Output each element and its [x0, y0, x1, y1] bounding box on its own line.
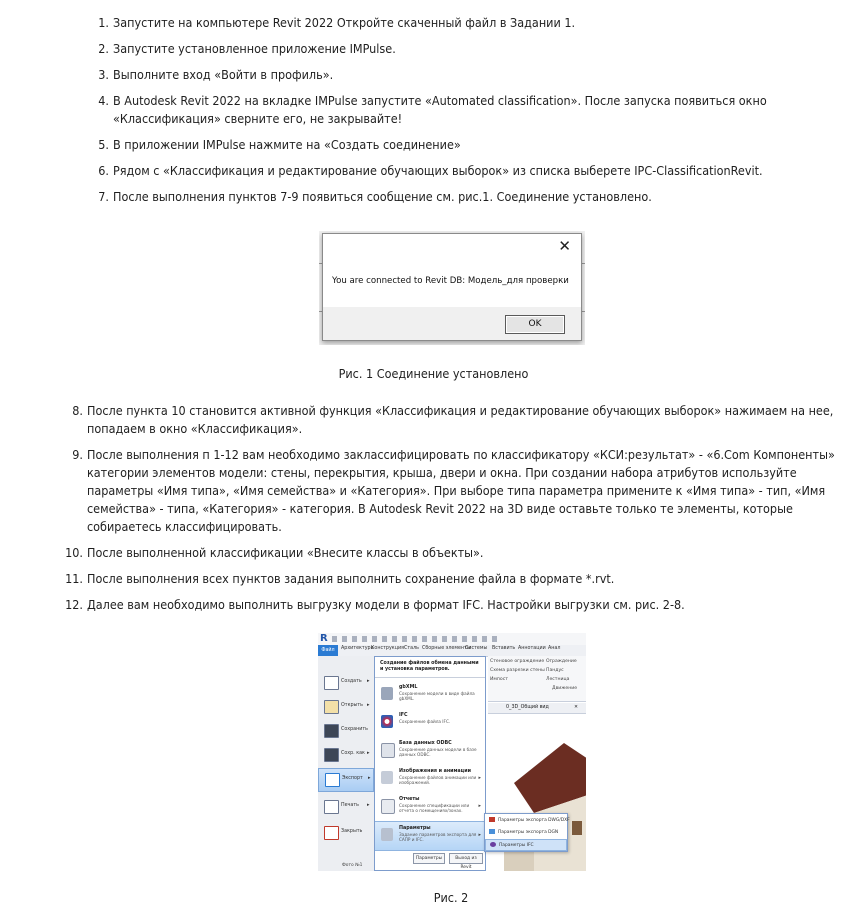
printer-icon [324, 800, 339, 814]
tab-precast[interactable]: Сборные элементы [422, 646, 471, 651]
menu-header: Создание файлов обмена данными и установка параметров. [380, 661, 479, 672]
tool-curtain-wall[interactable]: Стеновое ограждение [490, 659, 545, 664]
ribbon-tools [488, 656, 586, 702]
save-as-icon [324, 748, 339, 762]
tab-annotate[interactable]: Аннотации [518, 646, 546, 651]
option-reports[interactable]: Отчеты Сохранение спецификации или отчета о помещениях/зонах. ▸ [375, 793, 485, 821]
tab-insert[interactable]: Вставить [492, 646, 516, 651]
dgn-icon [489, 829, 495, 834]
view-tab[interactable] [488, 703, 586, 714]
divider [375, 677, 485, 678]
wrench-icon [381, 828, 393, 841]
list-item: 6. Рядом с «Классификация и редактирование обучающих выборок» из списка выберете IPC-ClassificationRevit. [98, 163, 763, 178]
command-open[interactable]: Открыть ▸ [318, 696, 374, 718]
export-icon [325, 773, 340, 787]
gbxml-icon [381, 687, 393, 700]
tab-systems[interactable]: Системы [465, 646, 488, 651]
list-item: 1. Запустите на компьютере Revit 2022 Откройте скаченный файл в Задании 1. [98, 15, 576, 30]
close-file-icon [324, 826, 339, 840]
submenu-dgn[interactable]: Параметры экспорта DGN [485, 827, 567, 839]
list-item: 8. После пункта 10 становится активной функция «Классификация и редактирование обучающих выборок» нажимаем на нее, попадаем в окно «Классификация». [72, 403, 834, 436]
open-folder-icon [324, 700, 339, 714]
list-item: 11. После выполнения всех пунктов задания выполнить сохранение файла в формате *.rvt. [65, 571, 615, 586]
report-icon [381, 799, 395, 814]
option-images-animations[interactable]: Изображения и анимации Сохранение файлов анимации или изображений. ▸ [375, 765, 485, 793]
tool-group-label: Движение [552, 686, 578, 691]
exit-revit-button[interactable]: Выход из Revit [449, 853, 483, 864]
list-item: 3. Выполните вход «Войти в профиль». [98, 67, 334, 82]
connection-dialog [322, 233, 582, 341]
ifc-options-icon [490, 842, 496, 847]
ok-button[interactable]: OK [505, 315, 565, 334]
tool-stair[interactable]: Лестница [546, 677, 570, 682]
tab-structure[interactable]: Конструкция [371, 646, 404, 651]
figure-2-screenshot [318, 633, 586, 871]
options-button[interactable]: Параметры [413, 853, 445, 864]
option-gbxml[interactable]: gbXML Сохранение модели в виде файла gbXML. [375, 681, 485, 709]
option-options[interactable]: Параметры Задание параметров экспорта для САПР и IFC. ▸ [375, 821, 485, 851]
list-item: 7. После выполнения пунктов 7-9 появиться сообщение см. рис.1. Соединение установлено. [98, 189, 652, 204]
tool-railing[interactable]: Ограждение [546, 659, 577, 664]
close-icon[interactable]: ✕ [574, 705, 579, 710]
list-item: 12. Далее вам необходимо выполнить выгрузку модели в формат IFC. Настройки выгрузки см. рис. 2-8. [65, 597, 685, 612]
toolbar-icons [332, 636, 502, 642]
command-close[interactable]: Закрыть [318, 822, 374, 844]
list-item: 4. В Autodesk Revit 2022 на вкладке IMPulse запустите «Automated classification». После запуска появиться окно «Классификация» сверните его, не закрывайте! [98, 93, 767, 126]
dialog-message: You are connected to Revit DB: Модель_для проверки [332, 276, 569, 286]
project-browser-label: Фото №1 [342, 863, 363, 868]
list-item: 9. После выполнения п 1-12 вам необходимо заклассифицировать по классификатору «КСИ:результат» - «6.Com Компоненты» категории элементов модели: стены, перекрытия, крыша, двери и окна. При создании набора атрибутов используйте параметры «Имя типа», «Имя семейства» и «Категория». При выборе типа параметра примените к «Имя типа» - тип, «Имя семейства» - типа, «Категория» - категория. В Autodesk Revit 2022 на 3D виде оставьте только те элементы, которые собираетесь классифицировать. [72, 447, 835, 534]
submenu-ifc[interactable]: Параметры IFC [485, 839, 567, 851]
list-item: 5. В приложении IMPulse нажмите на «Создать соединение» [98, 137, 461, 152]
new-file-icon [324, 676, 339, 690]
command-save[interactable]: Сохранить [318, 720, 374, 742]
view-tab-label: 0_3D_Общий вид [506, 705, 549, 710]
tool-curtain-grid[interactable]: Схема разрезки стены [490, 668, 545, 673]
close-icon[interactable]: ✕ [558, 237, 571, 255]
tab-analyze[interactable]: Анал [548, 646, 561, 651]
steps-list-part1 [97, 14, 837, 214]
command-save-as[interactable]: Сохр. как ▸ [318, 744, 374, 766]
figure-1-caption: Рис. 1 Соединение установлено [338, 366, 529, 381]
tool-mullion[interactable]: Импост [490, 677, 508, 682]
figure-2-caption: Рис. 2 [433, 890, 469, 905]
command-print[interactable]: Печать ▸ [318, 796, 374, 818]
export-submenu [374, 656, 486, 871]
option-odbc[interactable]: База данных ODBC Сохранение данных модели в базе данных ODBC. [375, 737, 485, 765]
tab-architecture[interactable]: Архитектура [341, 646, 374, 651]
revit-logo[interactable]: R [320, 633, 328, 644]
images-icon [381, 771, 393, 784]
dwg-icon [489, 817, 495, 822]
tab-steel[interactable]: Сталь [404, 646, 419, 651]
database-icon [381, 743, 395, 758]
ifc-icon [381, 715, 393, 728]
option-ifc[interactable]: IFC Сохранение файла IFC. [375, 709, 485, 737]
submenu-dwg-dxf[interactable]: Параметры экспорта DWG/DXF [485, 815, 567, 827]
tab-file[interactable]: Файл [318, 645, 338, 656]
command-new[interactable]: Создать ▸ [318, 672, 374, 694]
application-menu-commands [318, 656, 375, 871]
list-item: 10. После выполненной классификации «Внесите классы в объекты». [65, 545, 484, 560]
steps-list-part2 [62, 402, 842, 622]
save-icon [324, 724, 339, 738]
list-item: 2. Запустите установленное приложение IMPulse. [98, 41, 396, 56]
tool-ramp[interactable]: Пандус [546, 668, 564, 673]
options-submenu [484, 813, 568, 852]
dialog-footer [323, 307, 581, 340]
figure-1-screenshot [319, 231, 585, 345]
command-export[interactable]: Экспорт ▸ [318, 768, 374, 792]
